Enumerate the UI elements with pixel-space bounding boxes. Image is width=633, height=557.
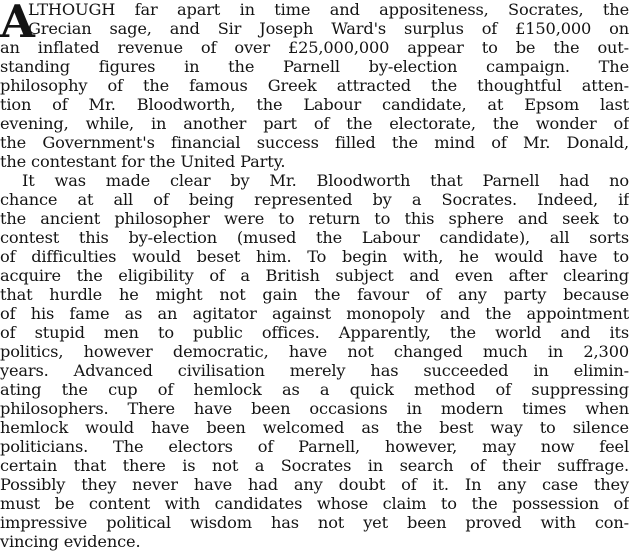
article-line: contest this by-election (mused the Labour candidate), all sorts <box>0 229 629 247</box>
article-line: of difficulties would beset him. To begin with, he would have to <box>0 248 629 266</box>
article-line: tion of Mr. Bloodworth, the Labour candidate, at Epsom last <box>0 96 629 114</box>
drop-cap: A <box>0 0 35 48</box>
article-line: of his fame as an agitator against monopoly and the appointment <box>0 305 629 323</box>
article-line: an inflated revenue of over £25,000,000 appear to be the out- <box>0 39 629 57</box>
article-line: vincing evidence. <box>0 533 141 551</box>
article-line: philosophy of the famous Greek attracted the thoughtful atten- <box>0 77 629 95</box>
article-line: must be content with candidates whose claim to the possession of <box>0 495 629 513</box>
article-line: the Government's financial success filled the mind of Mr. Donald, <box>0 134 629 152</box>
article-line: the contestant for the United Party. <box>0 153 286 171</box>
article-line: evening, while, in another part of the electorate, the wonder of <box>0 115 629 133</box>
article-line: It was made clear by Mr. Bloodworth that Parnell had no <box>22 172 629 190</box>
article-line: certain that there is not a Socrates in search of their suffrage. <box>0 457 629 475</box>
article-line: Possibly they never have had any doubt of it. In any case they <box>0 476 629 494</box>
article-line: that hurdle he might not gain the favour of any party because <box>0 286 629 304</box>
article-line: hemlock would have been welcomed as the best way to silence <box>0 419 629 437</box>
article-line: the ancient philosopher were to return to this sphere and seek to <box>0 210 629 228</box>
article-line: years. Advanced civilisation merely has succeeded in elimin- <box>0 362 629 380</box>
article-line: chance at all of being represented by a Socrates. Indeed, if <box>0 191 629 209</box>
article-line: impressive political wisdom has not yet been proved with con- <box>0 514 629 532</box>
article-line: of stupid men to public offices. Apparently, the world and its <box>0 324 629 342</box>
article-line: philosophers. There have been occasions in modern times when <box>0 400 629 418</box>
article-line: Grecian sage, and Sir Joseph Ward's surplus of £150,000 on <box>28 20 629 38</box>
article-line: acquire the eligibility of a British subject and even after clearing <box>0 267 629 285</box>
article-line: politics, however democratic, have not changed much in 2,300 <box>0 343 629 361</box>
article-line: ating the cup of hemlock as a quick method of suppressing <box>0 381 629 399</box>
article-line: politicians. The electors of Parnell, however, may now feel <box>0 438 629 456</box>
article-line: LTHOUGH far apart in time and appositeness, Socrates, the <box>28 1 629 19</box>
article-line: standing figures in the Parnell by-election campaign. The <box>0 58 629 76</box>
